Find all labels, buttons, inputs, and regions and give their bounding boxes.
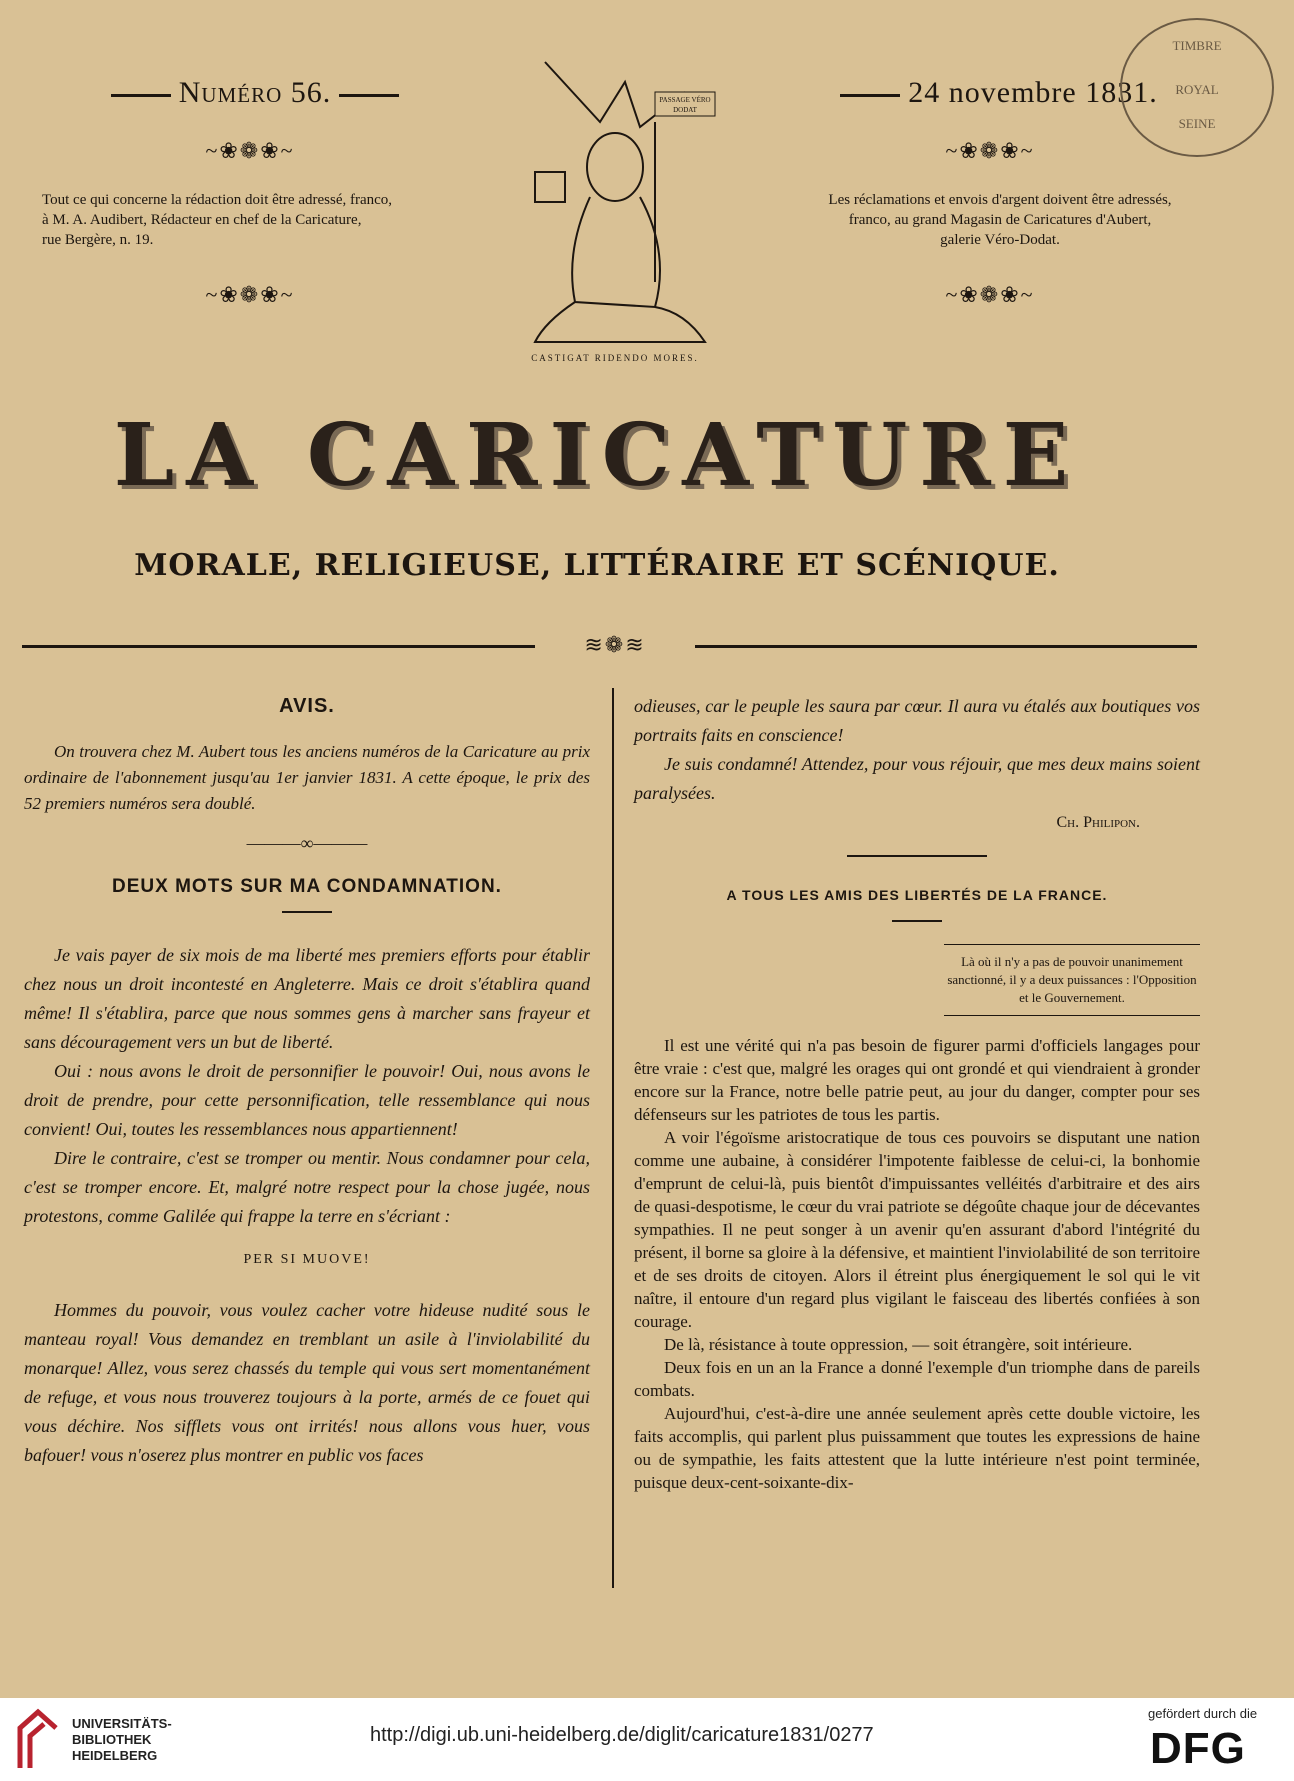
galileo-quote: PER SI MUOVE! [243, 1252, 371, 1267]
motto: CASTIGAT RIDENDO MORES. [531, 353, 699, 363]
column-separator [612, 688, 614, 1588]
dfg-logo: DFG [1150, 1724, 1246, 1773]
library-name-line: UNIVERSITÄTS- [72, 1716, 172, 1731]
right-address-line: franco, au grand Magasin de Caricatures d'Aubert, [848, 212, 1152, 228]
page-url[interactable]: http://digi.ub.uni-heidelberg.de/diglit/caricature1831/0277 [370, 1724, 874, 1746]
right-address-line: Les réclamations et envois d'argent doivent être adressés, [828, 192, 1172, 208]
epigraph: Là où il n'y a pas de pouvoir unanimement sanctionné, il y a deux puissances : l'Opposition et le Gouvernement. [944, 944, 1200, 1016]
article-body [634, 1034, 1200, 1494]
seal-text: ROYAL [1175, 82, 1219, 97]
library-name-line: HEIDELBERG [72, 1748, 158, 1763]
left-address-line: Tout ce qui concerne la rédaction doit être adressé, franco, [42, 192, 393, 208]
avis-heading: AVIS. [279, 695, 335, 717]
library-logo-icon [16, 1708, 60, 1772]
article-paragraph: A voir l'égoïsme aristocratique de tous ces pouvoirs se disputant une nation comme une aubaine, à considérer l'impotente faiblesse de celui-ci, la bonhomie d'emprunt de celui-là, puis bientôt d'impuissantes velléités d'arbitraire et des airs de quasi-despotisme, le cœur du vrai patriote se dégoûte chaque jour de décevantes sympathies. Il ne peut songer à un avenir qu'en assurant d'abord l'intégrité du présent, il borne sa gloire à la défensive, et maintient l'inviolabilité de son territoire et de ses droits de citoyen. Alors il étreint plus énergiquement le sol qui le vit naître, il entoure d'un regard plus vigilant le faisceau des libertés confiées à son courage. [634, 1128, 1200, 1331]
continuation-paragraph: Je suis condamné! Attendez, pour vous réjouir, que mes deux mains soient paralysées. [634, 754, 1200, 803]
article-paragraph: Dire le contraire, c'est se tromper ou mentir. Nous condamner pour cela, c'est se tromper encore. Et, malgré notre respect pour la chose jugée, nous protestons, comme Galilée qui frappe la terre en s'écriant : [24, 1148, 590, 1226]
continuation-paragraph: odieuses, car le peuple les saura par cœur. Il aura vu étalés aux boutiques vos portraits faits en conscience! [634, 696, 1200, 745]
ornament: ~❀❁❀~ [205, 138, 295, 163]
seal-text: TIMBRE [1172, 38, 1222, 53]
article-paragraph: Deux fois en un an la France a donné l'exemple d'un triomphe dans de pareils combats. [634, 1358, 1200, 1400]
article-paragraph: Hommes du pouvoir, vous voulez cacher votre hideuse nudité sous le manteau royal! Vous demandez en tremblant un asile à l'inviolabilité du monarque! Allez, vous serez chassés du temple qui vous sert momentanément de refuge, et vous nous trouverez toujours à la porte, armés de ce fouet qui vous déchire. Nos sifflets vous ont irrités! nous allons vous huer, vous bafouer! vous n'oserez plus montrer en public vos faces [24, 1300, 590, 1465]
issue-number: Numéro 56. [70, 76, 440, 110]
rule-ornament: ≋❁≋ [535, 632, 695, 658]
separator-ornament: ———∞——— [246, 833, 368, 853]
ornament: ~❀❁❀~ [945, 282, 1035, 307]
right-address-line: galerie Véro-Dodat. [940, 232, 1060, 248]
left-address [42, 190, 462, 250]
heading-rule [892, 920, 942, 922]
vignette-sign-line: PASSAGE VÉRO [659, 96, 711, 104]
library-footer [0, 1698, 1294, 1781]
signature: Ch. Philipon. [1056, 814, 1140, 831]
article-paragraph: De là, résistance à toute oppression, — soit étrangère, soit intérieure. [664, 1335, 1133, 1354]
article-paragraph: Oui : nous avons le droit de personnifier le pouvoir! Oui, nous avons le droit de prendre, pour cette personnification, telle ressemblance qui nous convient! Oui, toutes les ressemblances nous appartiennent! [24, 1061, 590, 1139]
right-column [634, 692, 1200, 1494]
article-paragraph: Je vais payer de six mois de ma liberté mes premiers efforts pour établir chez nous un droit incontesté en Angleterre. Mais ce droit s'établira quand même! Il s'établira, parce que nous sommes gens à marcher sans frayeur et sans découragement vers un but de liberté. [24, 945, 590, 1052]
library-name [72, 1716, 172, 1764]
right-address [790, 190, 1210, 250]
masthead-subtitle: MORALE, RELIGIEUSE, LITTÉRAIRE ET SCÉNIQUE. [134, 548, 1060, 583]
article-paragraph: Aujourd'hui, c'est-à-dire une année seulement après cette double victoire, les faits accomplis, qui parlent plus puissamment que toutes les expressions de haine ou de sympathie, les faits attestent que la lutte intérieure n'est point terminée, puisque deux-cent-soixante-dix- [634, 1404, 1200, 1492]
seal-text: SEINE [1178, 116, 1216, 131]
heading-rule [282, 911, 332, 913]
ornament: ~❀❁❀~ [945, 138, 1035, 163]
spacer [634, 1016, 1200, 1034]
funded-by-label: gefördert durch die [1148, 1706, 1258, 1721]
left-address-line: à M. A. Audibert, Rédacteur en chef de la Caricature, [42, 212, 362, 228]
left-address-line: rue Bergère, n. 19. [42, 232, 154, 248]
avis-text: On trouvera chez M. Aubert tous les anciens numéros de la Caricature au prix ordinaire de l'abonnement jusqu'au 1er janvier 1831. A cette époque, le prix des 52 premiers numéros sera doublé. [24, 742, 590, 813]
article-heading: DEUX MOTS SUR MA CONDAMNATION. [112, 876, 502, 897]
issue-date: 24 novembre 1831. [790, 76, 1200, 110]
masthead-title: LA CARICATURE [113, 405, 1081, 506]
royal-stamp-seal [1120, 18, 1274, 157]
dash-ornament [111, 94, 171, 97]
dash-ornament [840, 94, 900, 97]
ornament: ~❀❁❀~ [205, 282, 295, 307]
article-heading-2: A TOUS LES AMIS DES LIBERTÉS DE LA FRANCE. [726, 887, 1108, 903]
left-column [24, 692, 590, 1470]
library-name-line: BIBLIOTHEK [72, 1732, 152, 1747]
separator-rule [847, 855, 987, 857]
article-paragraph: Il est une vérité qui n'a pas besoin de figurer parmi d'officiels langages pour être vraie : c'est que, malgré les orages qui ont grondé et qui viendraient à gronder encore sur la France, notre belle patrie peut, au jour du danger, compter pour ses défenseurs sur les patriotes de tous les partis. [634, 1036, 1200, 1124]
jester-vignette [505, 52, 725, 352]
vignette-sign-line: DODAT [673, 106, 697, 114]
dash-ornament [339, 94, 399, 97]
